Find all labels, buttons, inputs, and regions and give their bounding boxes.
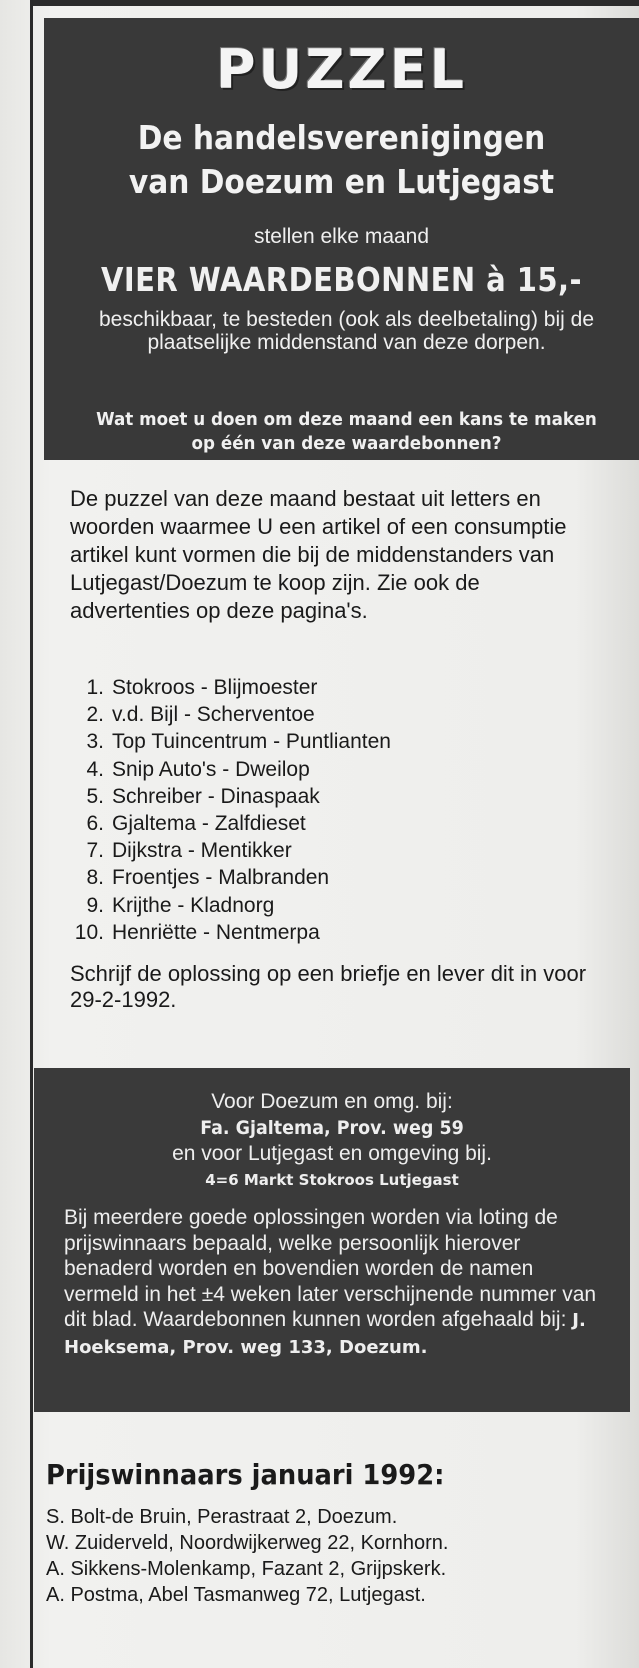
list-item	[74, 837, 594, 864]
availability-text: beschikbaar, te besteden (ook als deelbetaling) bij de plaatselijke middenstand van deze dorpen.	[99, 308, 594, 354]
subtitle-line-2: van Doezum en Lutjegast	[128, 162, 555, 201]
item-number: 7.	[86, 839, 104, 863]
question-text: Wat moet u doen om deze maand een kans te maken op één van deze waardebonnen?	[96, 409, 597, 454]
lottery-rules-paragraph	[64, 1205, 604, 1360]
submission-info-block	[34, 1068, 630, 1412]
subtitle	[74, 116, 610, 204]
lottery-rules-text: Bij meerdere goede oplossingen worden via loting de prijswinnaars bepaald, welke persoonlijk hierover benaderd worden en bovendien worden de namen vermeld in het ±4 weken later verschijnende nummer van dit blad. Waardebonnen kunnen worden afgehaald bij:	[64, 1206, 597, 1331]
winner-item: W. Zuiderveld, Noordwijkerweg 22, Kornhorn.	[46, 1532, 449, 1554]
doezum-dropoff-address: Fa. Gjaltema, Prov. weg 59	[200, 1117, 464, 1139]
winner-item: A. Sikkens-Molenkamp, Fazant 2, Grijpskerk.	[46, 1558, 447, 1580]
item-text: Dijkstra - Mentikker	[112, 839, 292, 863]
winners-list	[46, 1504, 448, 1608]
submission-instruction: Schrijf de oplossing op een briefje en lever dit in voor 29-2-1992.	[70, 961, 587, 1012]
item-number: 8.	[86, 866, 104, 890]
item-number: 3.	[86, 730, 104, 754]
item-number: 6.	[86, 812, 104, 836]
item-number: 10.	[74, 920, 104, 944]
item-text: Snip Auto's - Dweilop	[112, 757, 310, 781]
item-text: v.d. Bijl - Scherventoe	[112, 703, 315, 727]
doezum-dropoff-label: Voor Doezum en omg. bij:	[211, 1090, 453, 1113]
vouchers-headline: VIER WAARDEBONNEN à 15,-	[100, 260, 583, 299]
winners-heading: Prijswinnaars januari 1992:	[46, 1458, 445, 1491]
every-month-text: stellen elke maand	[253, 225, 430, 248]
item-text: Krijthe - Kladnorg	[112, 893, 275, 917]
puzzle-header-block	[44, 18, 639, 460]
list-item	[74, 864, 594, 891]
intro-paragraph: De puzzel van deze maand bestaat uit letters en woorden waarmee U een artikel of een consumptie artikel kunt vormen die bij de middenstanders van Lutjegast/Doezum te koop zijn. Zie ook de advertenties op deze pagina's.	[70, 486, 567, 623]
pickup-address: J. Hoeksema, Prov. weg 133, Doezum.	[64, 1310, 586, 1358]
lutjegast-dropoff-label: en voor Lutjegast en omgeving bij.	[172, 1142, 492, 1165]
item-number: 9.	[86, 893, 104, 917]
list-item	[74, 919, 594, 946]
list-item	[74, 810, 594, 837]
item-text: Henriëtte - Nentmerpa	[112, 920, 320, 944]
item-number: 2.	[86, 703, 104, 727]
item-number: 5.	[86, 784, 104, 808]
list-item	[74, 728, 594, 755]
list-item	[74, 892, 594, 919]
list-item	[74, 783, 594, 810]
item-number: 4.	[86, 757, 104, 781]
item-text: Froentjes - Malbranden	[112, 866, 330, 890]
list-item	[74, 756, 594, 783]
item-text: Stokroos - Blijmoester	[112, 676, 318, 699]
item-text: Gjaltema - Zalfdieset	[112, 812, 306, 836]
list-item	[74, 701, 594, 728]
subtitle-line-1: De handelsverenigingen	[137, 118, 546, 157]
winner-item: A. Postma, Abel Tasmanweg 72, Lutjegast.	[46, 1584, 426, 1606]
item-number: 1.	[86, 676, 104, 699]
item-text: Top Tuincentrum - Puntlianten	[112, 730, 391, 754]
lutjegast-dropoff-address: 4=6 Markt Stokroos Lutjegast	[205, 1171, 459, 1189]
page-title: PUZZEL	[215, 38, 468, 101]
item-text: Schreiber - Dinaspaak	[112, 784, 320, 808]
winner-item: S. Bolt-de Bruin, Perastraat 2, Doezum.	[46, 1506, 398, 1528]
list-item	[74, 674, 594, 701]
puzzle-list	[74, 674, 594, 946]
